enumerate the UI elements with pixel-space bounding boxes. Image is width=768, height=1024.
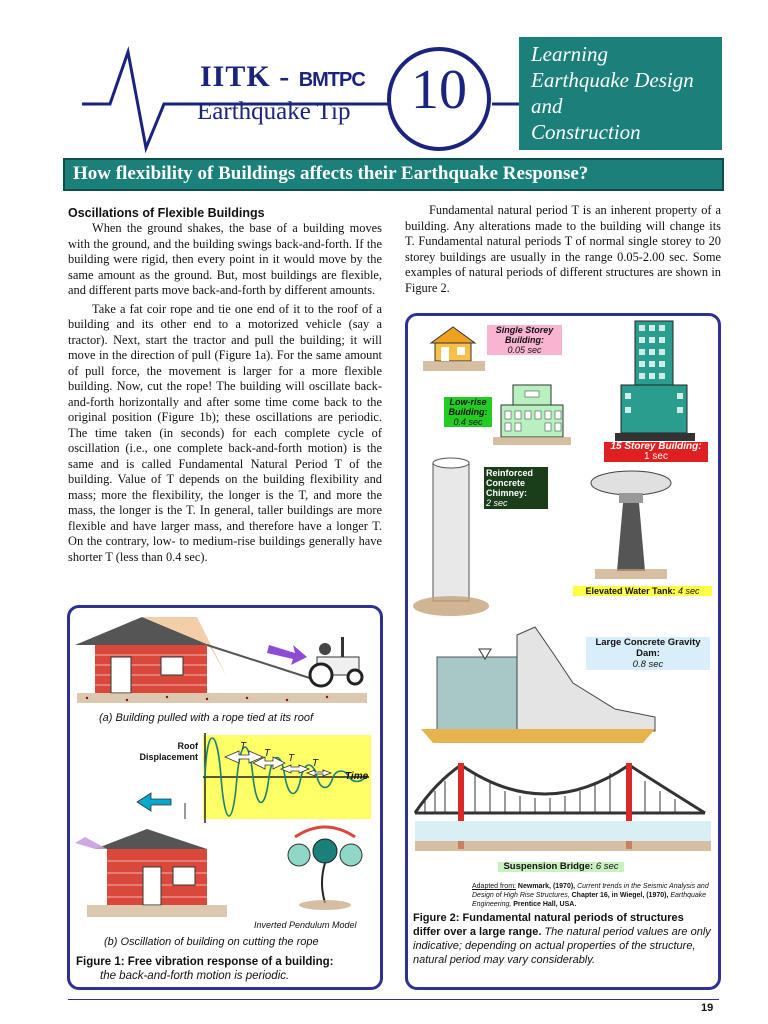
rope bbox=[207, 645, 319, 681]
adapted-from-note: Adapted from: Newmark, (1970), Current trends in the Seismic Analysis and Design of High Rise Structures, Chapter 16, in Wiegel, (1970), Earthquake Engineering, Prentice Hall, USA. bbox=[472, 883, 709, 908]
period-label: T bbox=[288, 753, 295, 764]
logo-title: IITK - BMTPC bbox=[200, 60, 365, 93]
figure-2-caption: Figure 2: Fundamental natural periods of structures differ over a large range. The natural period values are only indicative; depending on actual properties of the structure, natural period may vary considerably. bbox=[413, 912, 711, 966]
low-rise-building bbox=[493, 385, 571, 445]
figure-1a-caption: (a) Building pulled with a rope tied at its roof bbox=[99, 712, 314, 724]
roof-displacement-label: Roof Displacement bbox=[139, 741, 198, 762]
learning-line: Construction bbox=[531, 120, 641, 144]
inverted-pendulum-label: Inverted Pendulum Model bbox=[254, 920, 357, 930]
single-storey-label: Single Storey Building: 0.05 sec bbox=[487, 325, 562, 355]
learning-line: Earthquake Design bbox=[531, 68, 694, 92]
section-heading: Oscillations of Flexible Buildings bbox=[68, 206, 265, 220]
figure-1-drawings bbox=[67, 605, 383, 990]
bmtpc-logo: BMTPC bbox=[298, 69, 365, 91]
period-label: T bbox=[240, 741, 247, 752]
elevated-water-tank bbox=[591, 471, 671, 579]
water-tank-label: Elevated Water Tank: 4 sec bbox=[573, 586, 712, 596]
fifteen-storey-building bbox=[615, 321, 695, 441]
logo-subtitle: Earthquake Tip bbox=[197, 98, 351, 125]
single-storey-building bbox=[423, 327, 485, 371]
tip-number: 10 bbox=[411, 59, 467, 121]
paragraph: When the ground shakes, the base of a building moves with the ground, and the building swings back-and-forth. If the building were rigid, then every point in it would move by the same amount as the ground. But, most buildings are flexible, and different parts move back-and-forth by different amounts. bbox=[68, 221, 382, 297]
figure-1-subtitle: the back-and-forth motion is periodic. bbox=[100, 970, 290, 982]
fifteen-storey-label: 15 Storey Building: 1 sec bbox=[604, 442, 708, 462]
period-label: T bbox=[264, 748, 271, 759]
chimney-label: Reinforced Concrete Chimney: 2 sec bbox=[484, 467, 548, 509]
page-title: How flexibility of Buildings affects their Earthquake Response? bbox=[73, 163, 589, 184]
learning-line: Learning bbox=[531, 42, 609, 66]
footer-rule bbox=[68, 999, 719, 1000]
learning-series-box bbox=[519, 37, 722, 150]
learning-line: and bbox=[531, 94, 563, 118]
paragraph: Take a fat coir rope and tie one end of it to the roof of a building and its other end to a motorized vehicle (say a tractor). Next, start the tractor and pull the building; it will move in the direction of pull (Figure 1a). For the same amount of pull force, the movement is larger for a more flexible building. Now, cut the rope! The building will oscillate back-and-forth horizontally and after some time come back to the original position (Figure 1b); these oscillations are periodic. The time taken (in seconds) for each complete cycle of oscillation (i.e., one complete back-and-forth motion) is the same and is called Fundamental Natural Period T of the building. Value of T depends on the building flexibility and mass; more the flexibility, the longer is the T, and more the mass, the longer is the T. In general, taller buildings are more flexible and have larger mass, and therefore have a longer T. On the contrary, low- to medium-rise buildings generally have shorter T (less than 0.4 sec). bbox=[68, 301, 382, 564]
column-2-text bbox=[405, 203, 721, 296]
column-1-text bbox=[68, 221, 382, 565]
figure-1-title: Figure 1: Free vibration response of a building: bbox=[76, 956, 334, 968]
bridge-label: Suspension Bridge: 6 sec bbox=[498, 862, 624, 872]
page-number: 19 bbox=[701, 1002, 714, 1014]
tractor bbox=[310, 637, 362, 686]
concrete-chimney bbox=[413, 458, 489, 616]
period-label: T bbox=[312, 758, 319, 769]
paragraph: Fundamental natural period T is an inherent property of a building. Any alterations made to the building will change its T. Fundamental natural periods T of normal single storey to 20 storey buildings are usually in the range 0.05-2.00 sec. Some examples of natural periods of different structures are shown in Figure 2. bbox=[405, 203, 721, 295]
time-axis-label: Time bbox=[345, 771, 369, 782]
figure-1b-caption: (b) Oscillation of building on cutting the rope bbox=[104, 936, 319, 948]
dam-label: Large Concrete Gravity Dam: 0.8 sec bbox=[586, 637, 710, 670]
inverted-pendulum bbox=[288, 827, 362, 910]
low-rise-label: Low-rise Building: 0.4 sec bbox=[444, 397, 492, 427]
suspension-bridge bbox=[415, 763, 711, 851]
pull-arrow bbox=[267, 645, 307, 665]
